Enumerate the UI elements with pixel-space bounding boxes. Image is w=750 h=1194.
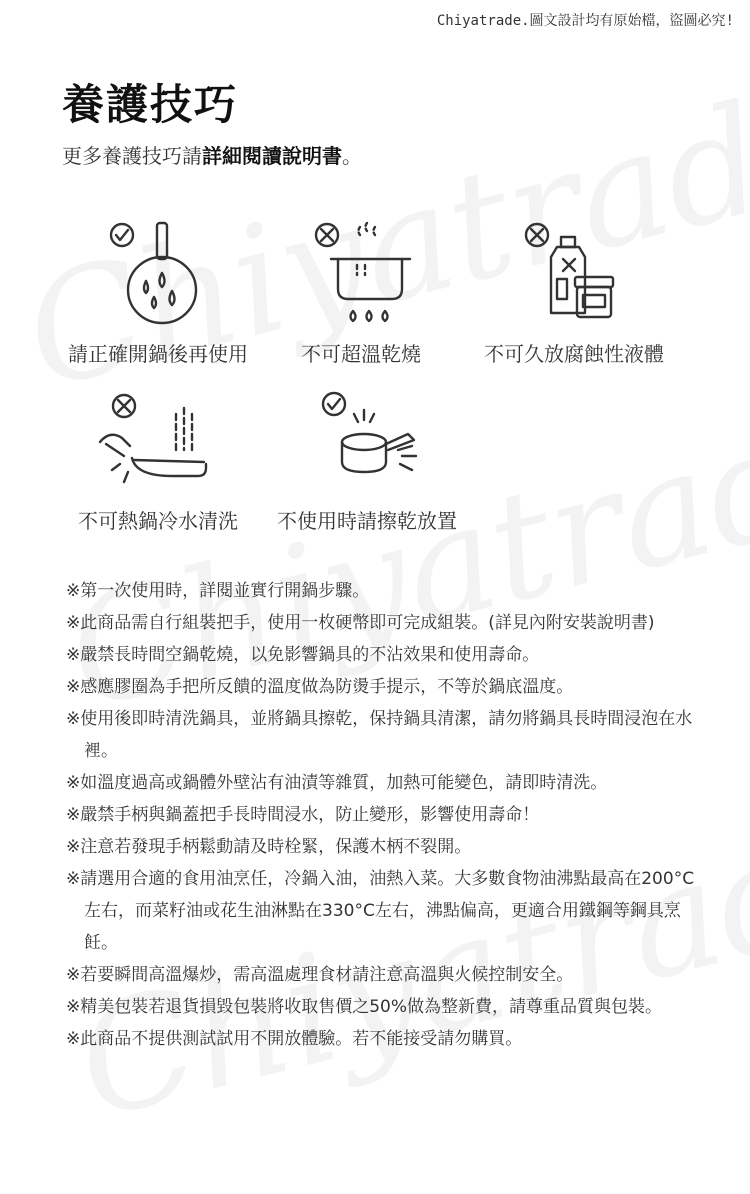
icon-caption: 不可超溫乾燒 (301, 342, 421, 366)
icon-caption: 不可熱鍋冷水清洗 (78, 509, 238, 533)
page-title: 養護技巧 (62, 80, 239, 129)
hot-pan-cold-water-icon (96, 388, 216, 500)
icon-caption: 請正確開鍋後再使用 (68, 342, 248, 366)
copyright-notice: Chiyatrade.圖文設計均有原始檔，盜圖必究! (436, 13, 734, 29)
check-circle-icon (111, 224, 133, 246)
icon-caption: 不使用時請擦乾放置 (277, 509, 457, 533)
check-circle-icon (323, 393, 345, 415)
note-item: ※請選用合適的食用油烹任，冷鍋入油，油熱入菜。大多數食物油沸點最高在200°C左右，而菜籽油或花生油淋點在330°C左右，沸點偏高，更適合用鐵鋼等鋼具烹飪。 (66, 869, 695, 953)
subtitle-prefix: 更多養護技巧請 (62, 144, 202, 168)
care-notes-list (66, 575, 706, 1055)
note-item: ※使用後即時清洗鍋具，並將鍋具擦乾，保持鍋具清潔，請勿將鍋具長時間浸泡在水裡。 (66, 709, 693, 761)
note-item: ※若要瞬間高溫爆炒，需高溫處理食材請注意高溫與火候控制安全。 (66, 965, 574, 985)
note-item: ※第一次使用時，詳閱並實行開鍋步驟。 (66, 581, 370, 601)
note-item: ※注意若發現手柄鬆動請及時栓緊，保護木柄不裂開。 (66, 837, 472, 857)
note-item: ※此商品不提供測試試用不開放體驗。若不能接受請勿購買。 (66, 1029, 523, 1049)
empty-pot-on-flame-icon (305, 215, 425, 331)
corrosive-bottle-jar-icon (515, 215, 625, 331)
subtitle-bold: 詳細閱讀說明書 (202, 144, 342, 168)
note-item: ※如溫度過高或鍋體外壁沾有油漬等雜質，加熱可能變色，請即時清洗。 (66, 773, 608, 793)
icon-caption: 不可久放腐蝕性液體 (484, 342, 664, 366)
note-item: ※此商品需自行組裝把手，使用一枚硬幣即可完成組裝。(詳見內附安裝說明書) (66, 613, 655, 633)
dry-saucepan-icon (318, 388, 428, 492)
note-item: ※嚴禁手柄與鍋蓋把手長時間浸水，防止變形，影響使用壽命！ (66, 805, 540, 825)
pan-with-water-drops-icon (100, 215, 210, 339)
subtitle-suffix: 。 (342, 144, 362, 168)
note-item: ※精美包裝若退貨損毀包裝將收取售價之50%做為整新費，請尊重品質與包裝。 (66, 997, 663, 1017)
note-item: ※嚴禁長時間空鍋乾燒，以免影響鍋具的不沾效果和使用壽命。 (66, 645, 540, 665)
note-item: ※感應膠圈為手把所反饋的溫度做為防燙手提示，不等於鍋底溫度。 (66, 677, 574, 697)
page-subtitle (62, 140, 362, 169)
